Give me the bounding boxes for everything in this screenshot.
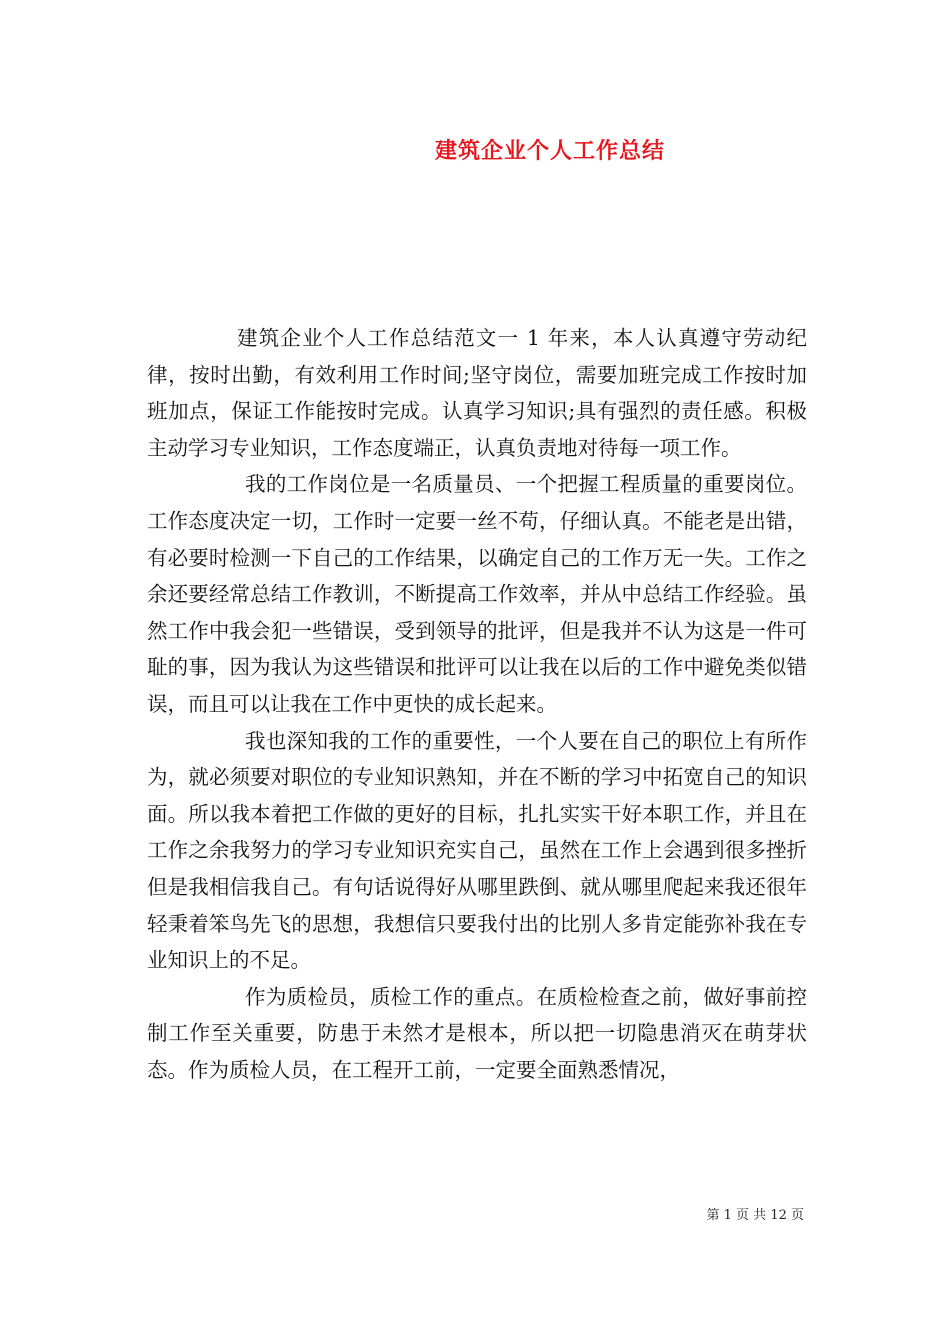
page-number-footer: 第 1 页 共 12 页 [706,1208,804,1223]
document-body [147,320,807,1088]
document-title: 建筑企业个人工作总结 [434,138,665,164]
paragraph-2: 我的工作岗位是一名质量员、一个把握工程质量的重要岗位。工作态度决定一切，工作时一定要一丝不苟，仔细认真。不能老是出错，有必要时检测一下自己的工作结果，以确定自己的工作万无一失。工作之余还要经常总结工作教训，不断提高工作效率，并从中总结工作经验。虽然工作中我会犯一些错误，受到领导的批评，但是我并不认为这是一件可耻的事，因为我认为这些错误和批评可以让我在以后的工作中避免类似错误，而且可以让我在工作中更快的成长起来。 [147,472,807,716]
paragraph-3: 我也深知我的工作的重要性，一个人要在自己的职位上有所作为，就必须要对职位的专业知识熟知，并在不断的学习中拓宽自己的知识面。所以我本着把工作做的更好的目标，扎扎实实干好本职工作，并且在工作之余我努力的学习专业知识充实自己，虽然在工作上会遇到很多挫折但是我相信我自己。有句话说得好从哪里跌倒、就从哪里爬起来我还很年轻秉着笨鸟先飞的思想，我想信只要我付出的比别人多肯定能弥补我在专业知识上的不足。 [147,728,807,973]
paragraph-1: 建筑企业个人工作总结范文一 1 年来，本人认真遵守劳动纪律，按时出勤，有效利用工作时间;坚守岗位，需要加班完成工作按时加班加点，保证工作能按时完成。认真学习知识;具有强烈的责任感。积极主动学习专业知识，工作态度端正，认真负责地对待每一项工作。 [147,326,807,460]
paragraph-4: 作为质检员，质检工作的重点。在质检检查之前，做好事前控制工作至关重要，防患于未然才是根本，所以把一切隐患消灭在萌芽状态。作为质检人员，在工程开工前，一定要全面熟悉情况， [147,984,807,1082]
